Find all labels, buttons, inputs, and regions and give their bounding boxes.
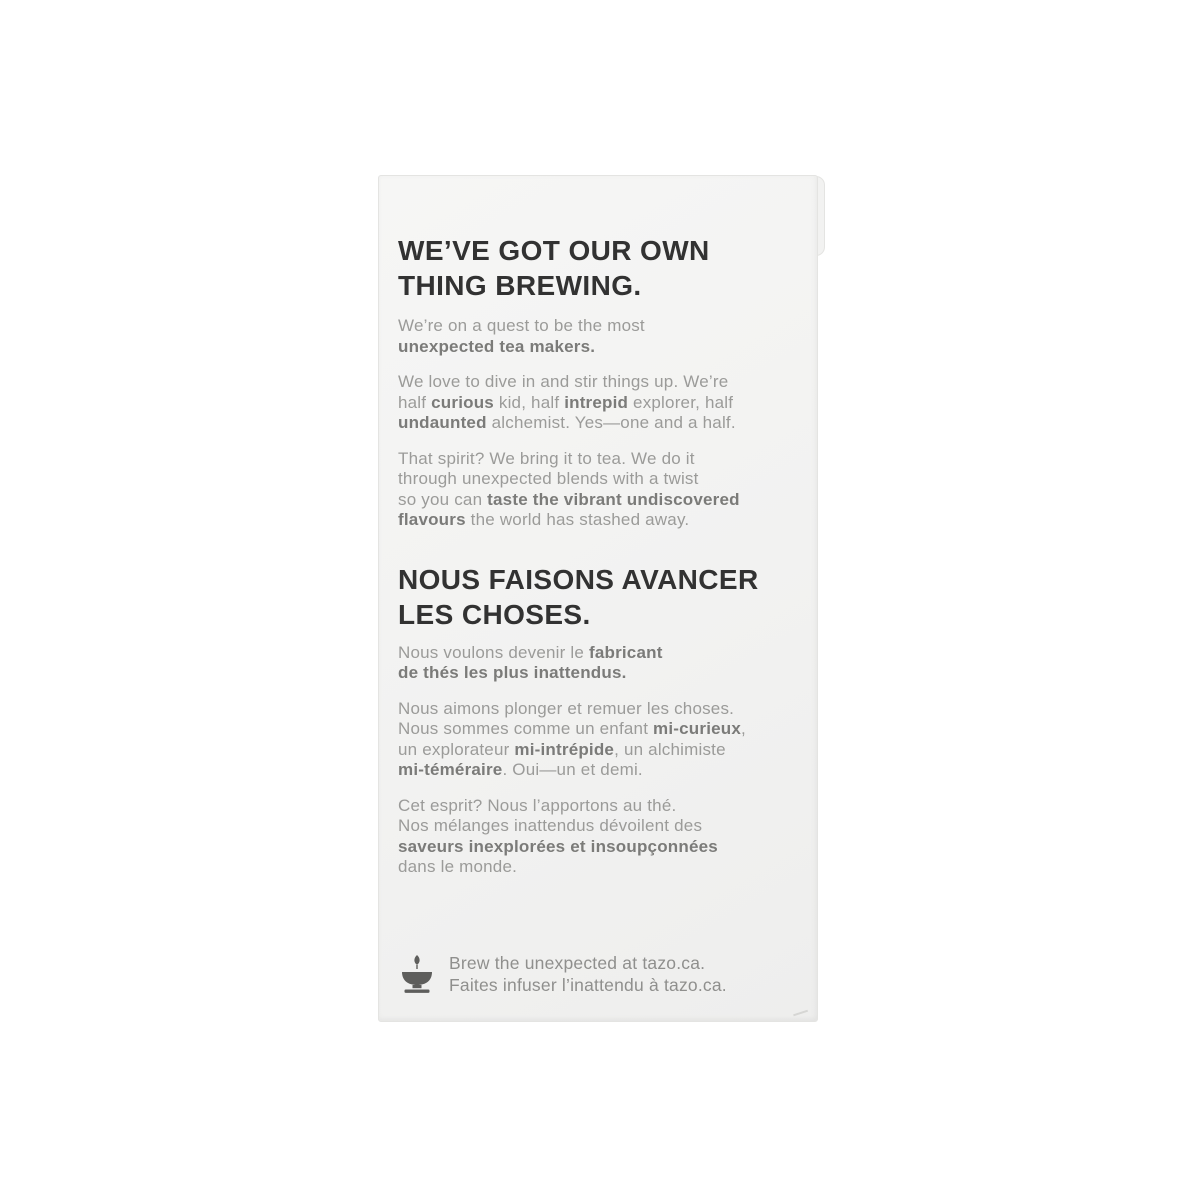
text-segment: unexpected tea makers. (398, 336, 596, 356)
text-line (398, 337, 791, 358)
text-segment: mi-téméraire (398, 760, 503, 779)
tea-box-back-panel (378, 175, 818, 1022)
text-segment: We love to dive in and stir things up. We’re (398, 372, 729, 391)
footer-text (449, 952, 727, 996)
text-line (398, 316, 791, 337)
text-line (398, 393, 791, 414)
text-line (398, 837, 791, 858)
text-line: NOUS FAISONS AVANCER (398, 563, 759, 595)
text-segment: Nous voulons devenir le (398, 642, 589, 662)
text-line: Brew the unexpected at tazo.ca. (449, 952, 706, 973)
paragraph (398, 372, 791, 434)
text-segment: , un alchimiste (614, 739, 726, 759)
paragraph (398, 449, 791, 531)
text-line (398, 663, 791, 684)
footer (398, 952, 791, 998)
fr-paragraphs (398, 643, 791, 878)
paragraph (398, 643, 791, 684)
heading-en (398, 233, 791, 303)
text-segment: un explorateur (398, 739, 515, 759)
text-segment: kid, half (493, 392, 565, 412)
text-segment: That spirit? We bring it to tea. We do it (398, 448, 695, 468)
text-segment: curious (431, 392, 494, 412)
text-segment: Nous aimons plonger et remuer les choses. (398, 698, 735, 718)
text-segment: flavours (398, 510, 466, 529)
text-segment: Nous sommes comme un enfant (398, 719, 654, 738)
section-french (398, 562, 791, 878)
text-segment: dans le monde. (398, 857, 518, 876)
text-line (398, 372, 791, 393)
text-line (398, 449, 791, 470)
text-segment: undaunted (398, 413, 487, 432)
text-segment: intrepid (564, 392, 629, 412)
text-segment: saveurs inexplorées et insoupçonnées (398, 836, 718, 856)
paragraph (398, 699, 791, 781)
text-segment: Cet esprit? Nous l’apportons au thé. (398, 795, 677, 815)
text-segment: mi-curieux (653, 719, 742, 738)
text-segment: the world has stashed away. (465, 510, 690, 529)
text-segment: We’re on a quest to be the most (398, 316, 645, 335)
text-line (398, 469, 791, 490)
text-line (398, 719, 791, 740)
text-line: LES CHOSES. (398, 598, 591, 630)
text-segment: so you can (398, 489, 488, 509)
text-segment: half (398, 392, 432, 412)
text-segment: explorer, half (628, 392, 734, 412)
teacup-icon (398, 954, 436, 998)
text-line: WE’VE GOT OUR OWN (398, 235, 710, 266)
text-segment: de thés les plus inattendus. (398, 663, 627, 682)
text-segment: fabricant (588, 642, 663, 662)
heading-fr (398, 562, 791, 632)
paragraph (398, 796, 791, 878)
text-line (398, 857, 791, 878)
text-line: Faites infuser l’inattendu à tazo.ca. (449, 974, 727, 995)
text-segment: through unexpected blends with a twist (398, 469, 699, 488)
text-line (398, 699, 791, 720)
text-line (398, 816, 791, 837)
text-segment: alchemist. Yes—one and a half. (486, 413, 736, 432)
en-paragraphs (398, 316, 791, 531)
paragraph (398, 316, 791, 357)
text-line (398, 796, 791, 817)
section-english (398, 233, 791, 531)
text-line (398, 490, 791, 511)
text-line (398, 413, 791, 434)
text-line (398, 643, 791, 664)
text-line (398, 510, 791, 531)
text-segment: , (741, 719, 746, 738)
text-segment: Nos mélanges inattendus dévoilent des (398, 816, 703, 835)
text-line (398, 760, 791, 781)
text-segment: . Oui—un et demi. (502, 760, 643, 779)
text-line: THING BREWING. (398, 270, 642, 301)
text-line (398, 740, 791, 761)
text-segment: taste the vibrant undiscovered (487, 489, 740, 509)
text-segment: mi-intrépide (514, 739, 615, 759)
